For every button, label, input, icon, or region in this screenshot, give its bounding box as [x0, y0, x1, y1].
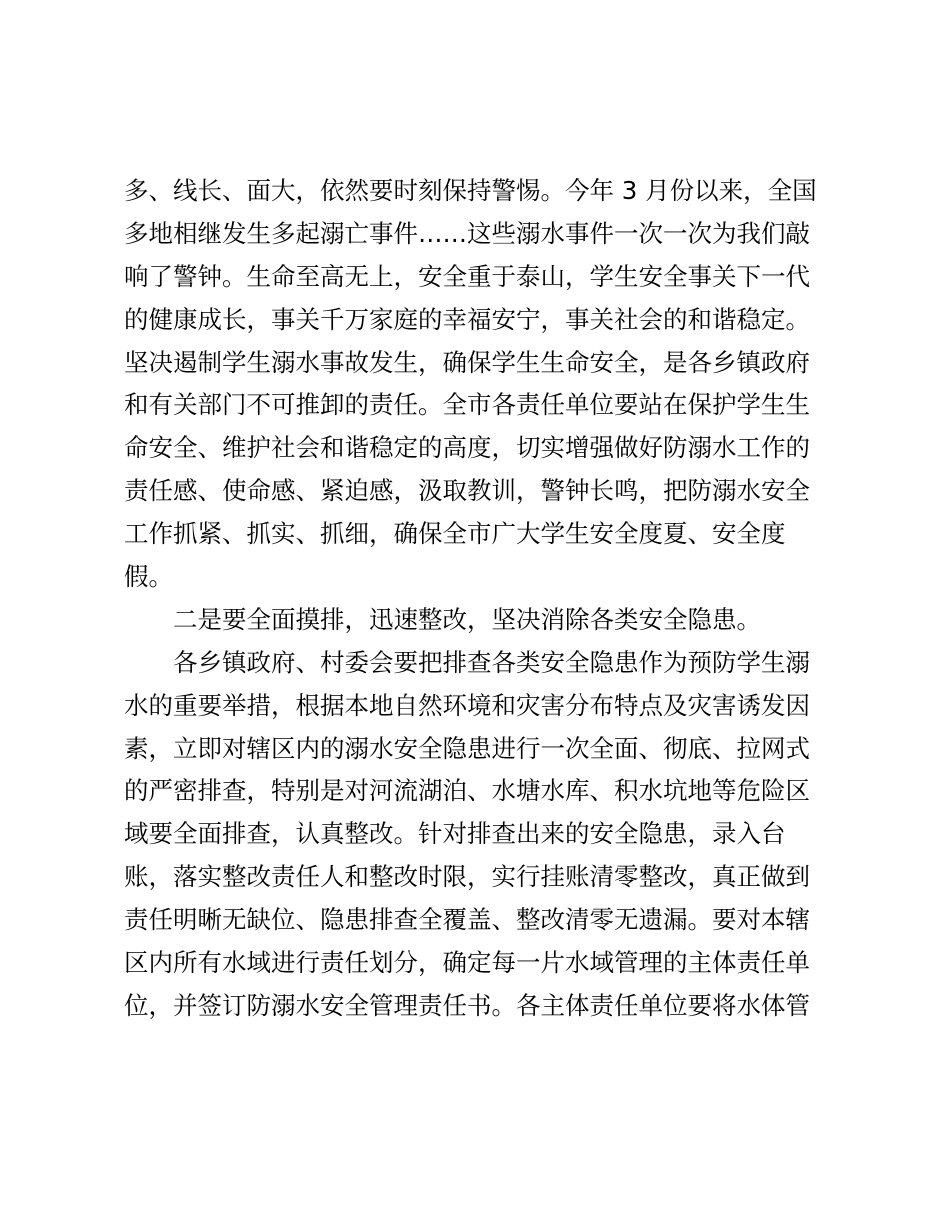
text-line: 响了警钟。生命至高无上，安全重于泰山，学生安全事关下一代 [124, 261, 810, 291]
text-line: 的严密排查，特别是对河流湖泊、水塘水库、积水坑地等危险区 [124, 776, 810, 806]
section-heading: 二是要全面摸排，迅速整改，坚决消除各类安全隐患。 [173, 604, 761, 634]
text-line: 命安全、维护社会和谐稳定的高度，切实增强做好防溺水工作的 [124, 433, 810, 463]
text-line: 假。 [124, 562, 173, 592]
text-line: 域要全面排查，认真整改。针对排查出来的安全隐患，录入台 [124, 819, 786, 849]
text-line: 位，并签订防溺水安全管理责任书。各主体责任单位要将水体管 [124, 990, 810, 1020]
text-line: 责任感、使命感、紧迫感，汲取教训，警钟长鸣，把防溺水安全 [124, 476, 810, 506]
text-line: 水的重要举措，根据本地自然环境和灾害分布特点及灾害诱发因 [124, 690, 810, 720]
text-line: 账，落实整改责任人和整改时限，实行挂账清零整改，真正做到 [124, 862, 810, 892]
body-text [124, 170, 826, 1028]
text-line: 多、线长、面大，依然要时刻保持警惕。今年 3 月份以来，全国 [124, 176, 817, 205]
text-line: 区内所有水域进行责任划分，确定每一片水域管理的主体责任单 [124, 948, 810, 978]
text-line: 责任明晰无缺位、隐患排查全覆盖、整改清零无遗漏。要对本辖 [124, 905, 810, 935]
text-line: 工作抓紧、抓实、抓细，确保全市广大学生安全度夏、安全度 [124, 519, 786, 549]
text-line: 多地相继发生多起溺亡事件……这些溺水事件一次一次为我们敲 [124, 218, 810, 248]
text-line: 的健康成长，事关千万家庭的幸福安宁，事关社会的和谐稳定。 [124, 304, 810, 334]
text-line: 素，立即对辖区内的溺水安全隐患进行一次全面、彻底、拉网式 [124, 733, 810, 763]
text-line: 坚决遏制学生溺水事故发生，确保学生生命安全，是各乡镇政府 [124, 347, 810, 377]
text-line: 和有关部门不可推卸的责任。全市各责任单位要站在保护学生生 [124, 390, 810, 420]
text-line: 各乡镇政府、村委会要把排查各类安全隐患作为预防学生溺 [173, 647, 810, 677]
